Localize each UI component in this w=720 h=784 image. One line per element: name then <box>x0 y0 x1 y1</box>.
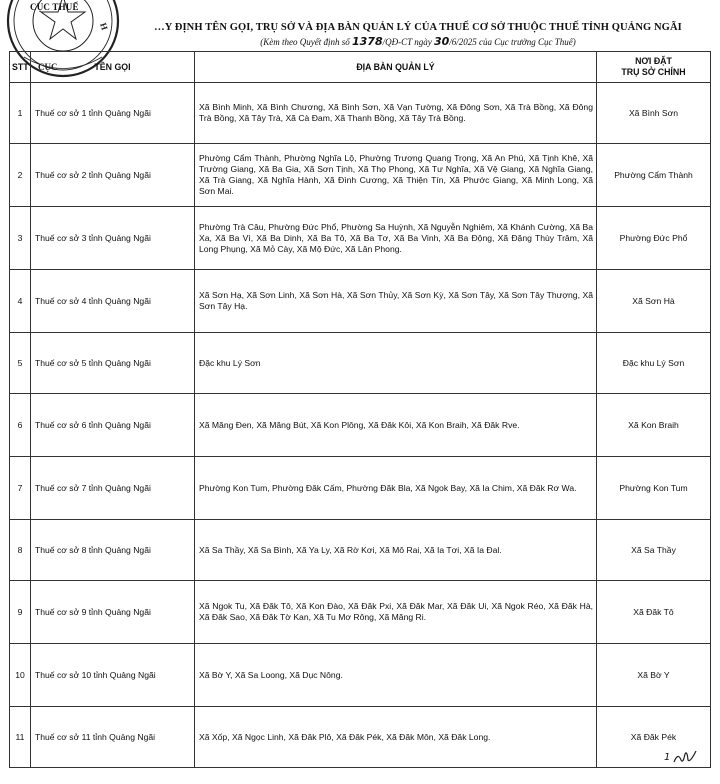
column-header-hq <box>597 52 711 83</box>
column-header-name: TÊN GỌI <box>31 52 195 83</box>
row-stt: 2 <box>10 144 31 207</box>
page-number: 1 <box>664 752 671 763</box>
table-row <box>10 644 711 707</box>
row-stt: 1 <box>10 83 31 144</box>
row-hq: Phường Cẩm Thành <box>597 144 711 207</box>
table-row <box>10 270 711 333</box>
row-hq: Xã Bờ Y <box>597 644 711 707</box>
table-row <box>10 457 711 520</box>
subtitle-part-1: (Kèm theo Quyết định số <box>260 37 350 47</box>
row-name: Thuế cơ sở 10 tỉnh Quảng Ngãi <box>31 644 195 707</box>
row-name: Thuế cơ sở 11 tỉnh Quảng Ngãi <box>31 707 195 768</box>
column-header-stt: STT <box>10 52 31 83</box>
row-name: Thuế cơ sở 6 tỉnh Quảng Ngãi <box>31 394 195 457</box>
row-area: Xã Xốp, Xã Ngọc Linh, Xã Đăk Plô, Xã Đăk Pék, Xã Đăk Môn, Xã Đăk Long. <box>195 707 597 768</box>
row-area: Xã Sa Thầy, Xã Sa Bình, Xã Ya Ly, Xã Rờ Kơi, Xã Mô Rai, Xã Ia Tơi, Xã Ia Đal. <box>195 520 597 581</box>
row-area: Xã Măng Đen, Xã Măng Bút, Xã Kon Plông, Xã Đăk Kôi, Xã Kon Braih, Xã Đăk Rve. <box>195 394 597 457</box>
column-header-hq-line1: NƠI ĐẶT <box>635 56 672 66</box>
row-hq: Xã Kon Braih <box>597 394 711 457</box>
column-header-hq-line2: TRỤ SỞ CHÍNH <box>621 67 686 77</box>
row-hq: Xã Đăk Tô <box>597 581 711 644</box>
row-area: Đặc khu Lý Sơn <box>195 333 597 394</box>
seal-text-bottom: CỤC <box>38 62 58 72</box>
row-area: Xã Ngok Tu, Xã Đăk Tô, Xã Kon Đào, Xã Đăk Pxi, Xã Đăk Mar, Xã Đăk Ui, Xã Ngok Réo, Xã Đăk Hà, Xã Đăk Sao, Xã Đăk Tờ Kan, Xã Tu Mơ Rông, Xã Măng Ri. <box>195 581 597 644</box>
table-row <box>10 333 711 394</box>
row-hq: Phường Kon Tum <box>597 457 711 520</box>
decision-number-handwritten: 1378 <box>352 35 383 48</box>
row-area: Xã Sơn Hạ, Xã Sơn Linh, Xã Sơn Hà, Xã Sơn Thủy, Xã Sơn Kỳ, Xã Sơn Tây, Xã Sơn Tây Thượng, Xã Sơn Tây Hạ. <box>195 270 597 333</box>
row-hq: Xã Bình Sơn <box>597 83 711 144</box>
row-stt: 3 <box>10 207 31 270</box>
row-stt: 5 <box>10 333 31 394</box>
row-hq: Xã Đăk Pék <box>597 707 711 768</box>
table-row <box>10 144 711 207</box>
document-subtitle <box>118 35 718 48</box>
row-area: Xã Bờ Y, Xã Sa Loong, Xã Dục Nông. <box>195 644 597 707</box>
row-hq: Xã Sơn Hà <box>597 270 711 333</box>
table-row <box>10 520 711 581</box>
row-name: Thuế cơ sở 8 tỉnh Quảng Ngãi <box>31 520 195 581</box>
row-stt: 8 <box>10 520 31 581</box>
row-hq: Xã Sa Thầy <box>597 520 711 581</box>
table-row <box>10 83 711 144</box>
row-stt: 10 <box>10 644 31 707</box>
table-row <box>10 707 711 768</box>
row-area: Phường Cẩm Thành, Phường Nghĩa Lộ, Phường Trương Quang Trọng, Xã An Phú, Xã Tịnh Khê, Xã Trường Giang, Xã Ba Gia, Xã Sơn Tịnh, Xã Thọ Phong, Xã Tư Nghĩa, Xã Vệ Giang, Xã Nghĩa Giang, Xã Trà Giang, Xã Nghĩa Hành, Xã Đình Cương, Xã Thiện Tín, Xã Phước Giang, Xã Minh Long, Xã Sơn Mai. <box>195 144 597 207</box>
table-row <box>10 394 711 457</box>
decision-day-handwritten: 30 <box>433 35 450 48</box>
row-area: Xã Bình Minh, Xã Bình Chương, Xã Bình Sơn, Xã Vạn Tường, Xã Đông Sơn, Xã Trà Bồng, Xã Đông Trà Bồng, Xã Tây Trà, Xã Cà Đam, Xã Thanh Bồng, Xã Tây Trà Bồng. <box>195 83 597 144</box>
table-header-row <box>10 52 711 83</box>
row-name: Thuế cơ sở 4 tỉnh Quảng Ngãi <box>31 270 195 333</box>
row-stt: 9 <box>10 581 31 644</box>
row-name: Thuế cơ sở 7 tỉnh Quảng Ngãi <box>31 457 195 520</box>
svg-text:H: H <box>98 21 110 32</box>
row-area: Phường Trà Câu, Phường Đức Phổ, Phường Sa Huỳnh, Xã Nguyễn Nghiêm, Xã Khánh Cường, Xã Ba Xa, Xã Ba Vì, Xã Ba Dinh, Xã Ba Tô, Xã Ba Tơ, Xã Ba Vinh, Xã Ba Động, Xã Đặng Thùy Trâm, Xã Long Phụng, Xã Mỏ Cày, Xã Mộ Đức, Xã Lân Phong. <box>195 207 597 270</box>
issuing-organization: CỤC THUẾ <box>30 2 79 12</box>
row-name: Thuế cơ sở 3 tỉnh Quảng Ngãi <box>31 207 195 270</box>
row-name: Thuế cơ sở 1 tỉnh Quảng Ngãi <box>31 83 195 144</box>
row-stt: 6 <box>10 394 31 457</box>
row-stt: 11 <box>10 707 31 768</box>
subtitle-part-2: /QĐ-CT ngày <box>382 37 432 47</box>
document-title: …Y ĐỊNH TÊN GỌI, TRỤ SỞ VÀ ĐỊA BÀN QUẢN LÝ CỦA THUẾ CƠ SỞ THUỘC THUẾ TỈNH QUẢNG NGÃI <box>154 22 682 33</box>
row-name: Thuế cơ sở 2 tỉnh Quảng Ngãi <box>31 144 195 207</box>
subtitle-part-3: /6/2025 của Cục trưởng Cục Thuế) <box>449 37 576 47</box>
table-row <box>10 207 711 270</box>
row-name: Thuế cơ sở 9 tỉnh Quảng Ngãi <box>31 581 195 644</box>
row-hq: Phường Đức Phổ <box>597 207 711 270</box>
tax-office-table <box>9 51 711 768</box>
row-area: Phường Kon Tum, Phường Đăk Cấm, Phường Đăk Bla, Xã Ngok Bay, Xã Ia Chim, Xã Đăk Rơ Wa. <box>195 457 597 520</box>
row-hq: Đặc khu Lý Sơn <box>597 333 711 394</box>
row-stt: 7 <box>10 457 31 520</box>
row-stt: 4 <box>10 270 31 333</box>
initials-scribble <box>672 748 698 766</box>
column-header-area: ĐỊA BÀN QUẢN LÝ <box>195 52 597 83</box>
row-name: Thuế cơ sở 5 tỉnh Quảng Ngãi <box>31 333 195 394</box>
table-row <box>10 581 711 644</box>
